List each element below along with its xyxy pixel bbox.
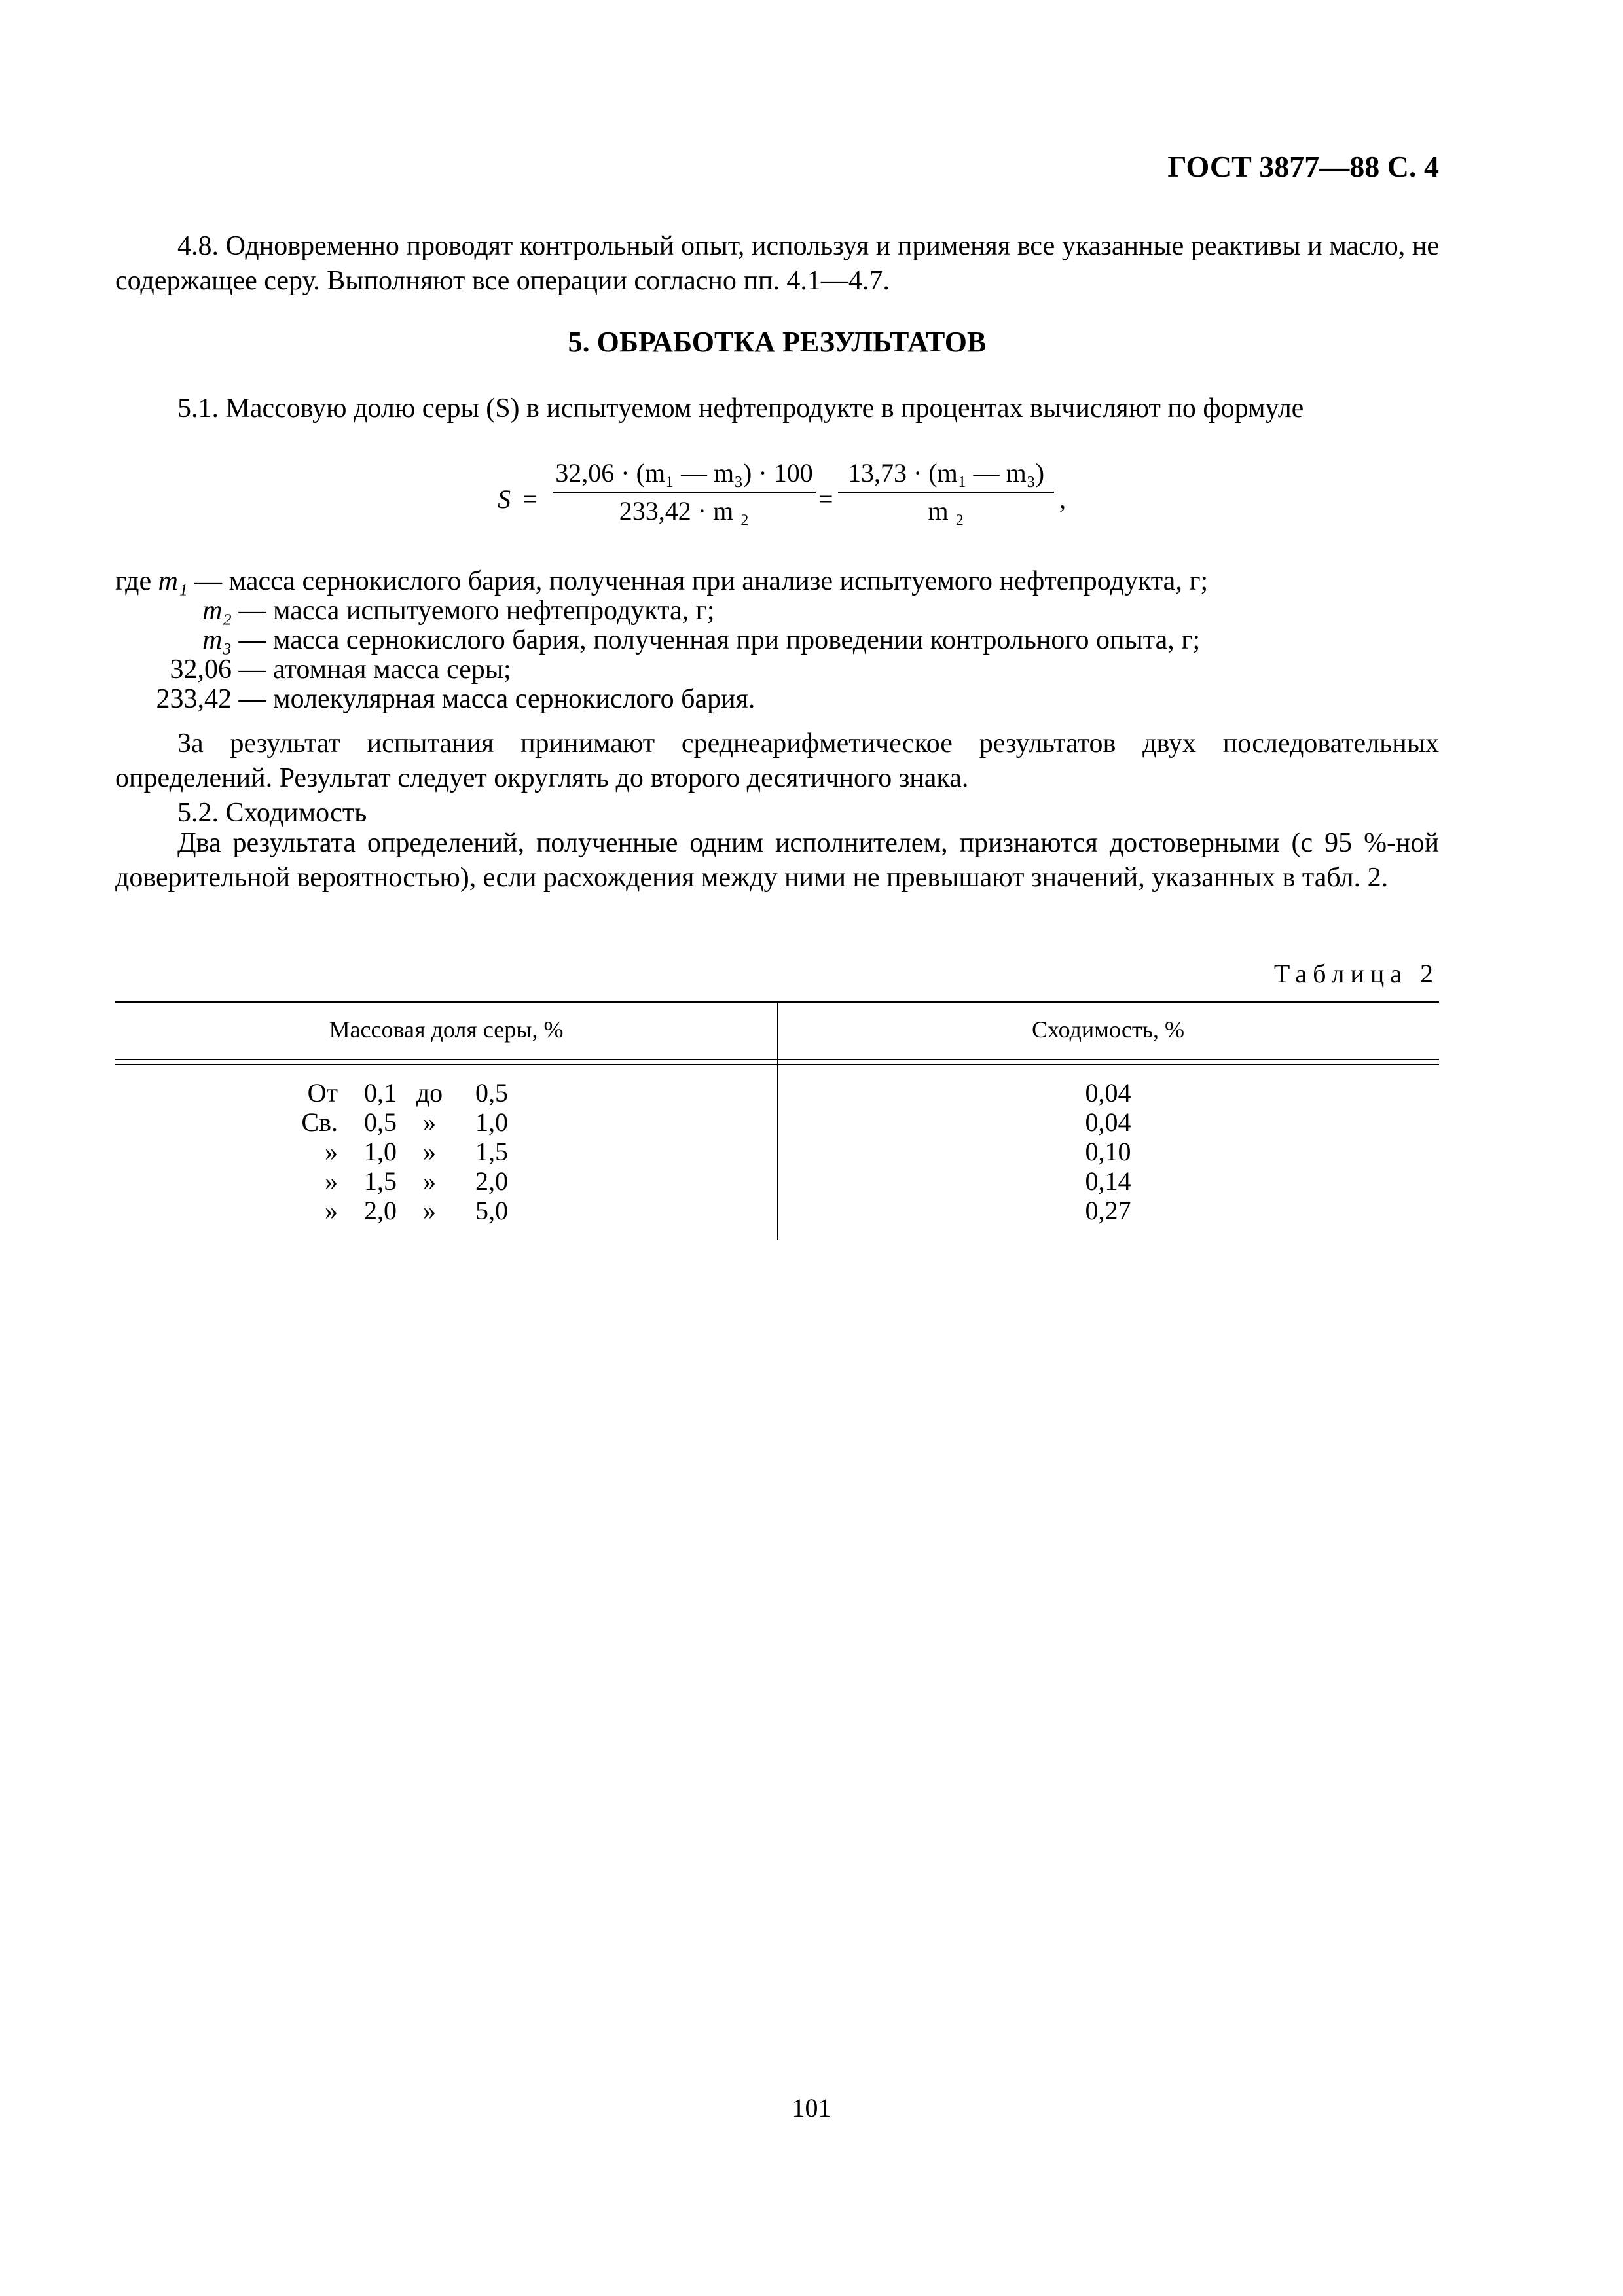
range-from: 1,5: [364, 1166, 397, 1196]
range-to: 1,5: [475, 1137, 508, 1166]
range-to: 1,0: [475, 1107, 508, 1137]
convergence-value: 0,27: [1085, 1196, 1131, 1225]
definition-symbol: m₁: [158, 566, 188, 596]
range-from: 0,5: [364, 1107, 397, 1137]
section-title: 5. ОБРАБОТКА РЕЗУЛЬТАТОВ: [568, 326, 987, 358]
definition-text: — масса испытуемого нефтепродукта, г;: [232, 596, 715, 626]
paragraph-5-2: Два результата определений, полученные одним исполнителем, признаются достоверными (с 95 %-ной доверительной вероятностью), если расхождения между ними не превышают значений, указанных в табл. 2.: [115, 828, 1439, 893]
paragraph-5-2-title: 5.2. Сходимость: [177, 798, 367, 828]
definition-prefix: где: [115, 566, 152, 596]
definition-row: [115, 567, 1439, 596]
table-header-rule-2: [115, 1064, 1439, 1065]
fraction-1-denominator: 233,42 · m ₂: [619, 496, 750, 526]
range-to: 0,5: [475, 1078, 508, 1107]
range-prefix: »: [325, 1196, 338, 1225]
table-row: [115, 1196, 1439, 1225]
range-prefix: От: [307, 1078, 338, 1107]
definition-text: — масса сернокислого бария, полученная при проведении контрольного опыта, г;: [232, 625, 1201, 655]
table-header-mass-fraction: Массовая доля серы, %: [329, 1016, 564, 1043]
fraction-2-denominator: m ₂: [928, 496, 964, 526]
table-row: [115, 1107, 1439, 1137]
table-header-convergence: Сходимость, %: [1032, 1016, 1184, 1043]
range-to: 2,0: [475, 1166, 508, 1196]
definition-row: [115, 685, 1439, 714]
range-to: 5,0: [475, 1196, 508, 1225]
formula-fraction-1: [553, 455, 816, 529]
definition-symbol: m₃: [202, 625, 232, 655]
range-connector: до: [416, 1078, 443, 1107]
paragraph-5-1: 5.1. Массовую долю серы (S) в испытуемом нефтепродукте в процентах вычисляют по формуле: [177, 393, 1304, 423]
definition-row: [115, 626, 1439, 655]
definitions-list: [115, 567, 1439, 714]
table-row: [115, 1078, 1439, 1107]
table-body: [115, 1078, 1439, 1225]
convergence-value: 0,04: [1085, 1107, 1131, 1137]
table-row: [115, 1137, 1439, 1166]
paragraph-4-8: 4.8. Одновременно проводят контрольный опыт, используя и применяя все указанные реактивы и масло, не содержащее серу. Выполняют все операции согласно пп. 4.1—4.7.: [115, 231, 1439, 296]
convergence-value: 0,14: [1085, 1166, 1131, 1196]
fraction-2-numerator: 13,73 · (m₁ — m₃): [847, 458, 1045, 488]
range-from: 0,1: [364, 1078, 397, 1107]
table-row: [115, 1166, 1439, 1196]
convergence-value: 0,04: [1085, 1078, 1131, 1107]
definition-symbol: 233,42: [156, 684, 232, 714]
range-prefix: »: [325, 1137, 338, 1166]
page-header: ГОСТ 3877—88 С. 4: [1167, 150, 1439, 183]
definition-symbol: 32,06: [170, 655, 232, 685]
definition-text: — молекулярная масса сернокислого бария.: [232, 684, 756, 714]
range-connector: »: [423, 1107, 436, 1137]
range-connector: »: [423, 1137, 436, 1166]
formula-equals-2: =: [818, 484, 833, 514]
formula-equals: =: [522, 484, 538, 514]
range-from: 1,0: [364, 1137, 397, 1166]
range-connector: »: [423, 1166, 436, 1196]
definition-text: — атомная масса серы;: [232, 655, 511, 685]
formula: [498, 455, 1087, 547]
formula-comma: ,: [1059, 484, 1066, 514]
formula-fraction-2: [838, 455, 1054, 529]
fraction-1-numerator: 32,06 · (m₁ — m₃) · 100: [555, 458, 813, 488]
table-header-rule: [115, 1059, 1439, 1060]
range-from: 2,0: [364, 1196, 397, 1225]
definition-symbol: m₂: [202, 596, 232, 626]
range-connector: »: [423, 1196, 436, 1225]
range-prefix: »: [325, 1166, 338, 1196]
paragraph-result: За результат испытания принимают среднеарифметическое результатов двух последовательных определений. Результат следует округлять до второго десятичного знака.: [115, 728, 1439, 793]
definition-row: [115, 655, 1439, 685]
table-2: [115, 1001, 1439, 1240]
convergence-value: 0,10: [1085, 1137, 1131, 1166]
definition-text: — масса сернокислого бария, полученная при анализе испытуемого нефтепродукта, г;: [187, 566, 1209, 596]
page-number: 101: [792, 2093, 831, 2123]
formula-lhs: S: [498, 484, 511, 514]
range-prefix: Св.: [301, 1107, 338, 1137]
definition-row: [115, 596, 1439, 626]
table-caption: Таблица 2: [1273, 959, 1439, 988]
